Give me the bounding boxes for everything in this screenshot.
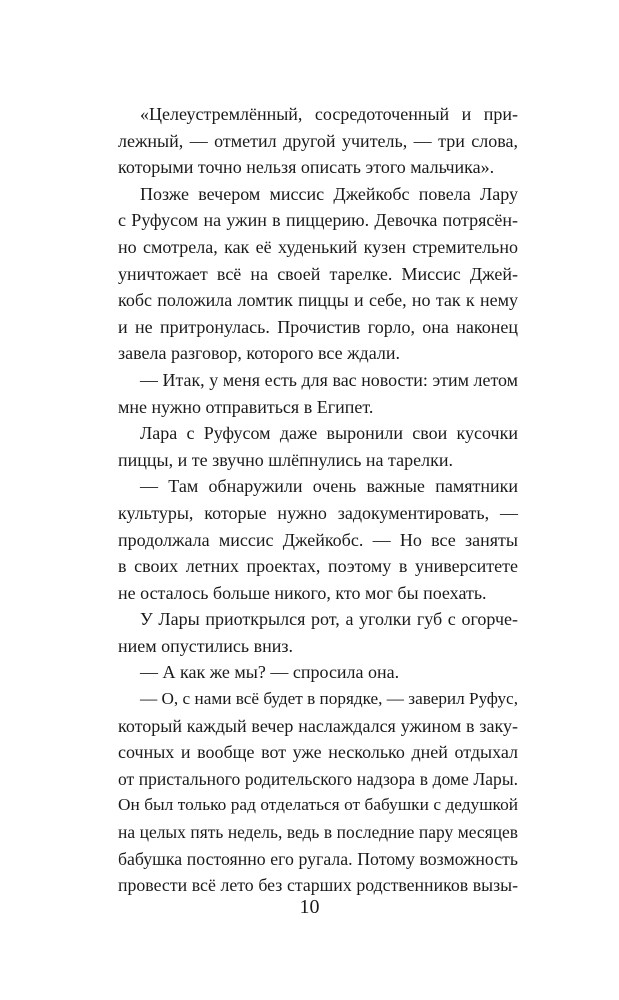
text-line: от пристального родительского надзора в доме Лары. bbox=[118, 768, 518, 789]
text-line: провести всё лето без старших родственников вызы- bbox=[118, 875, 518, 896]
text-line: Позже вечером миссис Джейкобс повела Лару bbox=[140, 183, 518, 204]
page-body-text bbox=[118, 101, 518, 899]
text-line: — Там обнаружили очень важные памятники bbox=[140, 476, 518, 497]
text-line: «Целеустремлённый, сосредоточенный и при- bbox=[140, 104, 518, 124]
text-line: который каждый вечер наслаждался ужином в заку- bbox=[118, 715, 518, 736]
text-line: не осталось больше никого, кто мог бы поехать. bbox=[118, 582, 487, 603]
text-line: кобс положила ломтик пиццы и себе, но так к нему bbox=[118, 290, 518, 311]
page-number: 10 bbox=[299, 896, 320, 918]
text-line: продолжала миссис Джейкобс. — Но все заняты bbox=[118, 529, 518, 550]
text-line: культуры, которые нужно задокументировать, — bbox=[118, 502, 518, 523]
text-line: которыми точно нельзя описать этого мальчика». bbox=[118, 157, 495, 178]
text-line: — А как же мы? — спросила она. bbox=[140, 662, 400, 683]
text-line: Он был только рад отделаться от бабушки с дедушкой bbox=[118, 795, 518, 815]
text-line: У Лары приоткрылся рот, а уголки губ с огорче- bbox=[140, 609, 518, 630]
text-line: пиццы, и те звучно шлёпнулись на тарелки. bbox=[118, 449, 453, 470]
text-line: бабушка постоянно его ругала. Потому возможность bbox=[118, 848, 518, 869]
text-line: уничтожает всё на своей тарелке. Миссис Джей- bbox=[118, 263, 518, 284]
text-line: но смотрела, как её худенький кузен стремительно bbox=[118, 236, 518, 257]
text-line: сочных и вообще вот уже несколько дней отдыхал bbox=[118, 742, 518, 763]
text-line: Лара с Руфусом даже выронили свои кусочки bbox=[140, 423, 518, 444]
text-line: — Итак, у меня есть для вас новости: этим летом bbox=[140, 369, 518, 390]
text-line: нием опустились вниз. bbox=[118, 635, 293, 656]
text-line: и не притронулась. Прочистив горло, она наконец bbox=[118, 316, 518, 337]
text-line: лежный, — отметил другой учитель, — три слова, bbox=[118, 130, 518, 151]
text-line: — О, с нами всё будет в порядке, — заверил Руфус, bbox=[140, 689, 518, 709]
text-line: завела разговор, которого все ждали. bbox=[118, 343, 400, 364]
text-line: с Руфусом на ужин в пиццерию. Девочка потрясён- bbox=[118, 210, 518, 231]
text-line: мне нужно отправиться в Египет. bbox=[118, 396, 374, 417]
text-line: в своих летних проектах, поэтому в университете bbox=[118, 556, 518, 577]
text-line: на целых пять недель, ведь в последние пару месяцев bbox=[118, 822, 518, 843]
